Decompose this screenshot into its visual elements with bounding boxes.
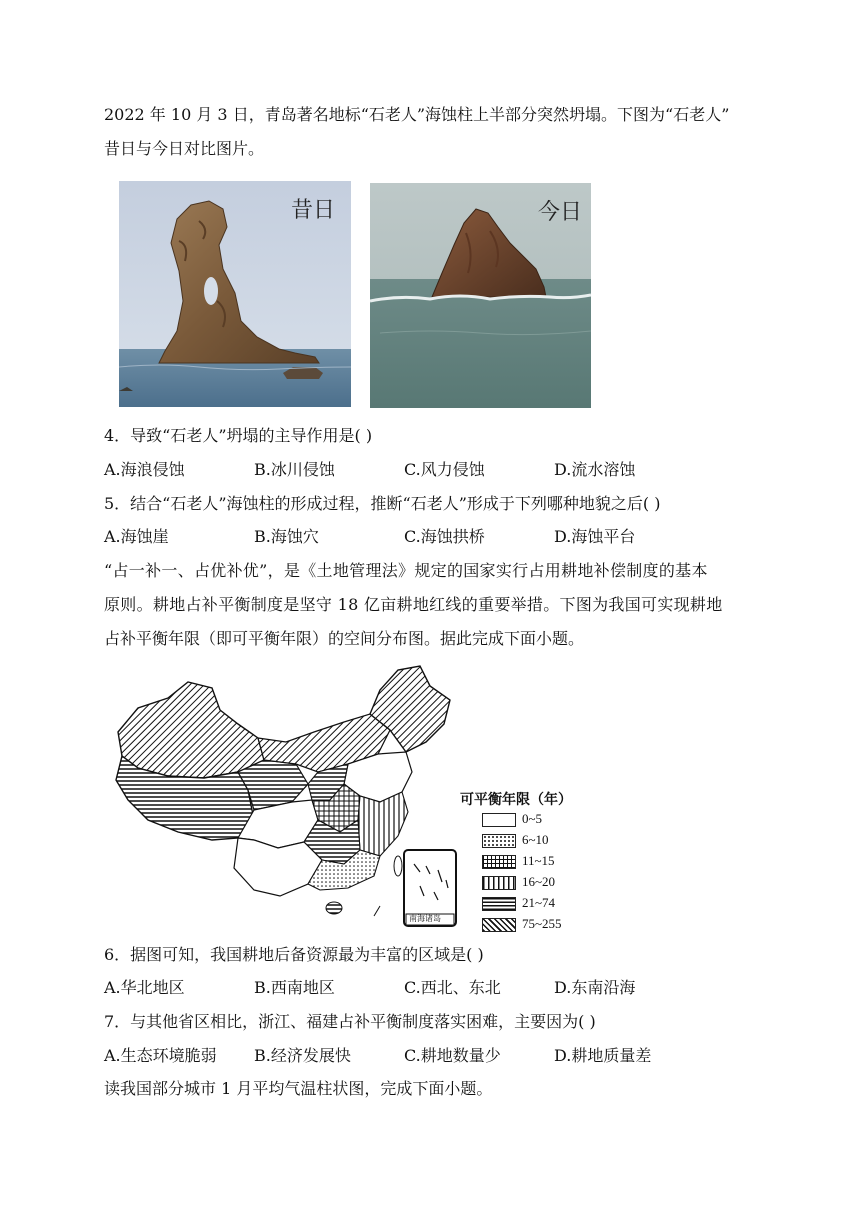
- q5-option-b[interactable]: B.海蚀穴: [254, 527, 319, 546]
- legend-swatch-dots: [482, 834, 516, 848]
- legend-label: 6~10: [522, 832, 549, 847]
- q5-option-c[interactable]: C.海蚀拱桥: [404, 527, 485, 546]
- passage3-line1: 读我国部分城市 1 月平均气温柱状图，完成下面小题。: [104, 1079, 493, 1098]
- photo-today: [370, 183, 591, 408]
- legend-title: 可平衡年限（年）: [460, 792, 572, 808]
- passage1-line2: 昔日与今日对比图片。: [104, 139, 265, 158]
- legend-swatch-blank: [482, 813, 516, 827]
- legend-label: 0~5: [522, 811, 543, 826]
- q5-stem: 5．结合“石老人”海蚀柱的形成过程，推断“石老人”形成于下列哪种地貌之后( ): [104, 494, 661, 513]
- legend-label: 75~255: [522, 916, 562, 931]
- photo-past: [119, 181, 351, 407]
- legend-label: 11~15: [522, 853, 555, 868]
- q6-option-d[interactable]: D.东南沿海: [554, 978, 636, 997]
- q4-option-a[interactable]: A.海浪侵蚀: [104, 460, 185, 479]
- q5-options: [104, 526, 754, 548]
- legend-label: 16~20: [522, 874, 556, 889]
- q6-stem: 6．据图可知，我国耕地后备资源最为丰富的区域是( ): [104, 945, 484, 964]
- legend-swatch-diagonal: [482, 918, 516, 932]
- q6-options: [104, 977, 754, 999]
- q4-options: [104, 459, 754, 481]
- q7-option-a[interactable]: A.生态环境脆弱: [104, 1046, 217, 1065]
- q7-options: [104, 1045, 754, 1067]
- passage2-line1: “占一补一、占优补优”，是《土地管理法》规定的国家实行占用耕地补偿制度的基本: [104, 561, 708, 580]
- q6-option-b[interactable]: B.西南地区: [254, 978, 335, 997]
- q4-option-b[interactable]: B.冰川侵蚀: [254, 460, 335, 479]
- q5-option-a[interactable]: A.海蚀崖: [104, 527, 169, 546]
- passage1-line1: 2022 年 10 月 3 日，青岛著名地标“石老人”海蚀柱上半部分突然坍塌。下图为“石老人”: [104, 105, 730, 124]
- china-map: [108, 660, 460, 930]
- inset-label: 南海诸岛: [409, 914, 441, 923]
- q6-option-c[interactable]: C.西北、东北: [404, 978, 501, 997]
- legend-label: 21~74: [522, 895, 556, 910]
- passage2-line2: 原则。耕地占补平衡制度是坚守 18 亿亩耕地红线的重要举措。下图为我国可实现耕地: [104, 595, 723, 614]
- q6-option-a[interactable]: A.华北地区: [104, 978, 185, 997]
- q7-option-c[interactable]: C.耕地数量少: [404, 1046, 501, 1065]
- q4-option-c[interactable]: C.风力侵蚀: [404, 460, 485, 479]
- photo-past-label: 昔日: [291, 198, 336, 223]
- photo-today-label: 今日: [538, 200, 583, 225]
- q7-option-d[interactable]: D.耕地质量差: [554, 1046, 652, 1065]
- passage2-line3: 占补平衡年限（即可平衡年限）的空间分布图。据此完成下面小题。: [104, 629, 585, 648]
- q4-stem: 4．导致“石老人”坍塌的主导作用是( ): [104, 426, 373, 445]
- q5-option-d[interactable]: D.海蚀平台: [554, 527, 636, 546]
- q7-option-b[interactable]: B.经济发展快: [254, 1046, 351, 1065]
- q4-option-d[interactable]: D.流水溶蚀: [554, 460, 636, 479]
- legend-swatch-horizontal: [482, 897, 516, 911]
- legend-swatch-grid: [482, 855, 516, 869]
- q7-stem: 7．与其他省区相比，浙江、福建占补平衡制度落实困难，主要因为( ): [104, 1012, 596, 1031]
- legend-swatch-vertical: [482, 876, 516, 890]
